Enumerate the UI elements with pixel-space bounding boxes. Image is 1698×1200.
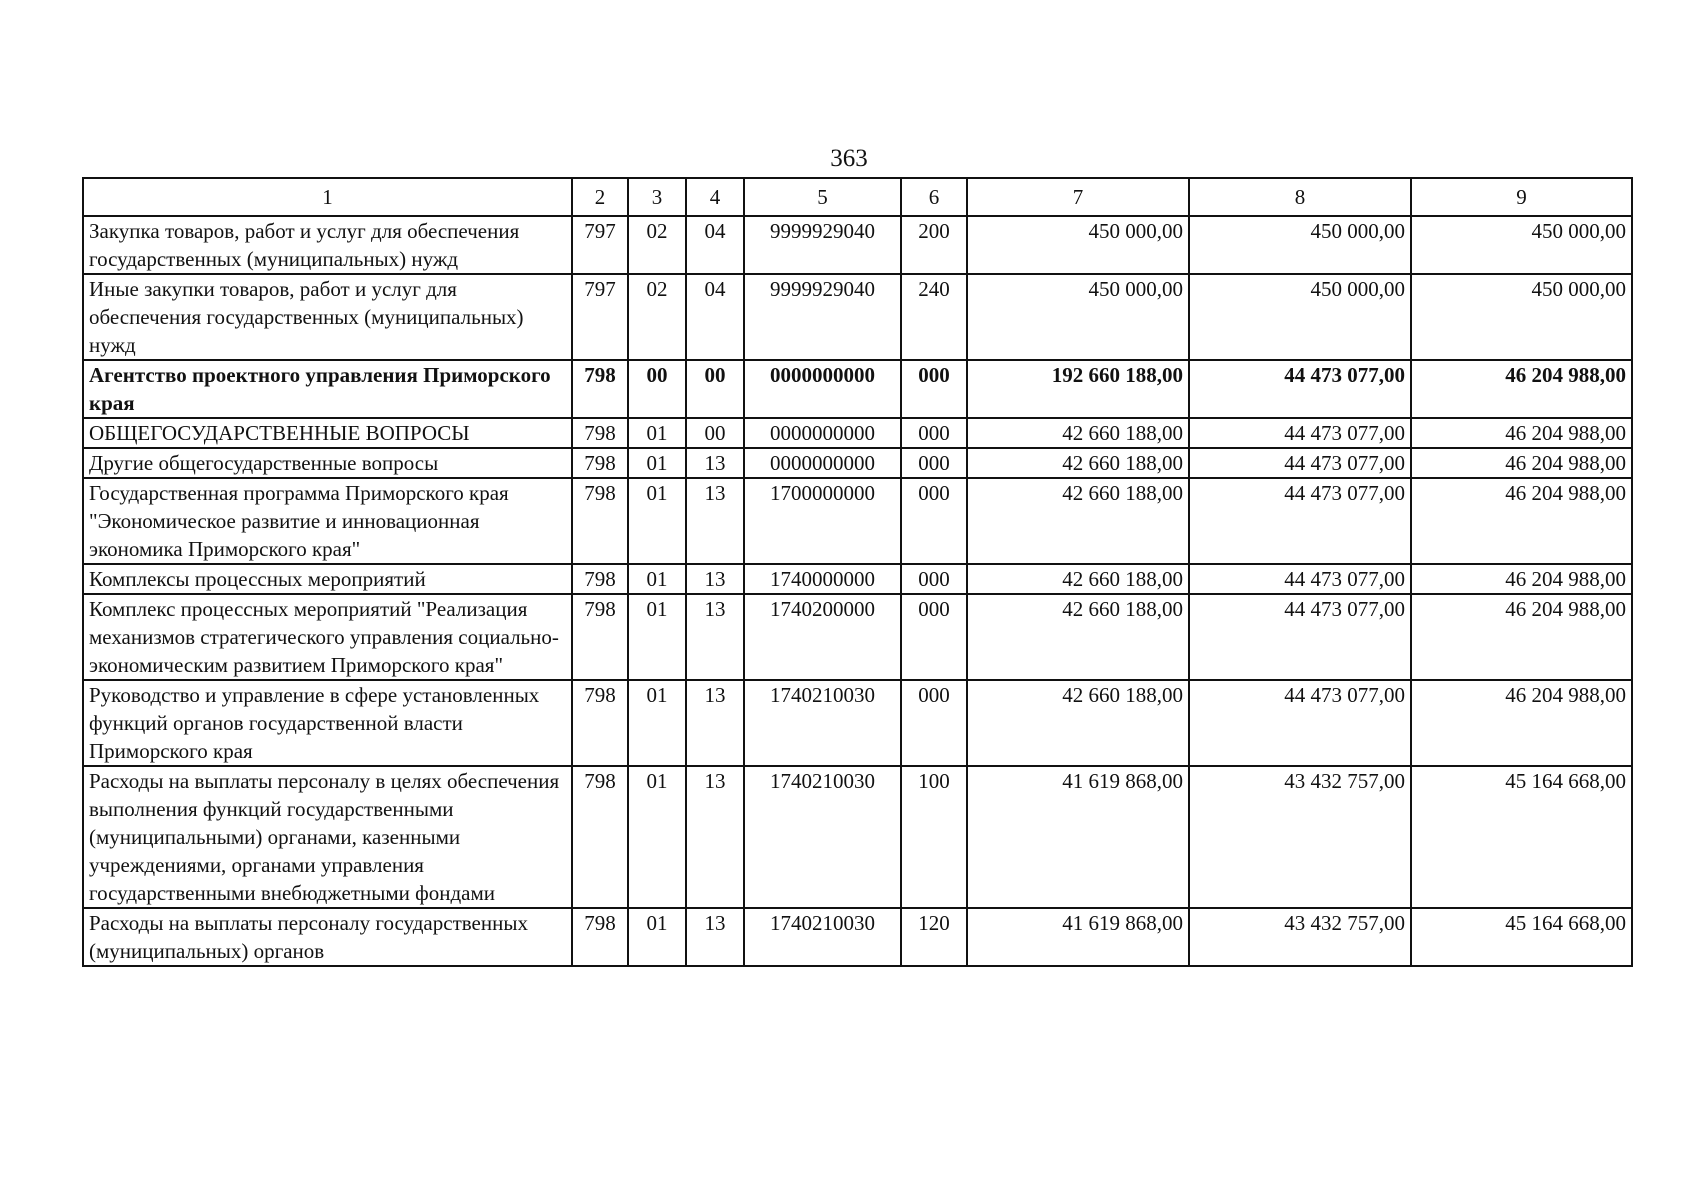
amount-cell: 450 000,00 [1189,274,1411,360]
row-name-cell: Расходы на выплаты персоналу государственных (муниципальных) органов [83,908,572,966]
subsection-cell: 00 [686,418,744,448]
chapter-cell: 798 [572,594,628,680]
column-number-row [83,178,1632,216]
row-name-cell: Иные закупки товаров, работ и услуг для обеспечения государственных (муниципальных) нужд [83,274,572,360]
expense-type-cell: 240 [901,274,967,360]
target-article-cell: 9999929040 [744,274,901,360]
expense-type-cell: 000 [901,418,967,448]
subsection-cell: 13 [686,908,744,966]
table-row [83,274,1632,360]
subsection-cell: 13 [686,478,744,564]
section-cell: 01 [628,908,686,966]
column-header: 9 [1411,178,1632,216]
table-row [83,360,1632,418]
target-article-cell: 0000000000 [744,418,901,448]
amount-cell: 46 204 988,00 [1411,680,1632,766]
amount-cell: 46 204 988,00 [1411,478,1632,564]
row-name-cell: Другие общегосударственные вопросы [83,448,572,478]
section-cell: 01 [628,564,686,594]
expense-type-cell: 000 [901,478,967,564]
amount-cell: 46 204 988,00 [1411,360,1632,418]
target-article-cell: 1700000000 [744,478,901,564]
chapter-cell: 798 [572,908,628,966]
expense-type-cell: 000 [901,594,967,680]
chapter-cell: 798 [572,680,628,766]
table-row [83,216,1632,274]
row-name-cell: Агентство проектного управления Приморского края [83,360,572,418]
column-header: 1 [83,178,572,216]
amount-cell: 43 432 757,00 [1189,908,1411,966]
expense-type-cell: 000 [901,680,967,766]
chapter-cell: 798 [572,360,628,418]
chapter-cell: 798 [572,564,628,594]
amount-cell: 44 473 077,00 [1189,680,1411,766]
row-name-cell: Комплекс процессных мероприятий "Реализация механизмов стратегического управления социально-экономическим развитием Приморского края" [83,594,572,680]
amount-cell: 45 164 668,00 [1411,766,1632,908]
table-row [83,448,1632,478]
amount-cell: 42 660 188,00 [967,594,1189,680]
subsection-cell: 13 [686,594,744,680]
target-article-cell: 0000000000 [744,360,901,418]
target-article-cell: 1740000000 [744,564,901,594]
amount-cell: 44 473 077,00 [1189,448,1411,478]
row-name-cell: Руководство и управление в сфере установленных функций органов государственной власти Приморского края [83,680,572,766]
amount-cell: 450 000,00 [967,274,1189,360]
chapter-cell: 798 [572,478,628,564]
table-row [83,478,1632,564]
expense-type-cell: 000 [901,448,967,478]
chapter-cell: 798 [572,766,628,908]
amount-cell: 44 473 077,00 [1189,564,1411,594]
section-cell: 01 [628,448,686,478]
amount-cell: 46 204 988,00 [1411,564,1632,594]
expense-type-cell: 000 [901,564,967,594]
target-article-cell: 1740210030 [744,908,901,966]
column-header: 5 [744,178,901,216]
amount-cell: 44 473 077,00 [1189,360,1411,418]
section-cell: 02 [628,274,686,360]
chapter-cell: 797 [572,216,628,274]
amount-cell: 46 204 988,00 [1411,594,1632,680]
amount-cell: 42 660 188,00 [967,418,1189,448]
section-cell: 02 [628,216,686,274]
amount-cell: 46 204 988,00 [1411,418,1632,448]
section-cell: 01 [628,766,686,908]
subsection-cell: 00 [686,360,744,418]
table-row [83,564,1632,594]
section-cell: 01 [628,680,686,766]
subsection-cell: 13 [686,680,744,766]
expense-type-cell: 120 [901,908,967,966]
row-name-cell: ОБЩЕГОСУДАРСТВЕННЫЕ ВОПРОСЫ [83,418,572,448]
table-row [83,594,1632,680]
chapter-cell: 798 [572,448,628,478]
row-name-cell: Расходы на выплаты персоналу в целях обеспечения выполнения функций государственными (муниципальными) органами, казенными учреждениями, органами управления государственными внебюджетными фондами [83,766,572,908]
amount-cell: 42 660 188,00 [967,680,1189,766]
expense-type-cell: 000 [901,360,967,418]
amount-cell: 450 000,00 [1411,216,1632,274]
subsection-cell: 13 [686,766,744,908]
amount-cell: 450 000,00 [1411,274,1632,360]
subsection-cell: 13 [686,564,744,594]
column-header: 7 [967,178,1189,216]
table-row [83,766,1632,908]
row-name-cell: Государственная программа Приморского края "Экономическое развитие и инновационная экономика Приморского края" [83,478,572,564]
expense-type-cell: 100 [901,766,967,908]
section-cell: 01 [628,418,686,448]
amount-cell: 46 204 988,00 [1411,448,1632,478]
column-header: 2 [572,178,628,216]
row-name-cell: Закупка товаров, работ и услуг для обеспечения государственных (муниципальных) нужд [83,216,572,274]
amount-cell: 41 619 868,00 [967,908,1189,966]
column-header: 4 [686,178,744,216]
target-article-cell: 1740210030 [744,680,901,766]
amount-cell: 44 473 077,00 [1189,594,1411,680]
amount-cell: 450 000,00 [967,216,1189,274]
amount-cell: 41 619 868,00 [967,766,1189,908]
chapter-cell: 798 [572,418,628,448]
section-cell: 01 [628,594,686,680]
table-row [83,418,1632,448]
section-cell: 00 [628,360,686,418]
section-cell: 01 [628,478,686,564]
amount-cell: 42 660 188,00 [967,478,1189,564]
target-article-cell: 9999929040 [744,216,901,274]
amount-cell: 42 660 188,00 [967,448,1189,478]
column-header: 6 [901,178,967,216]
budget-table [82,177,1633,967]
amount-cell: 192 660 188,00 [967,360,1189,418]
table-row [83,680,1632,766]
subsection-cell: 04 [686,216,744,274]
page-number: 363 [830,145,868,172]
chapter-cell: 797 [572,274,628,360]
amount-cell: 43 432 757,00 [1189,766,1411,908]
target-article-cell: 1740210030 [744,766,901,908]
amount-cell: 44 473 077,00 [1189,478,1411,564]
amount-cell: 44 473 077,00 [1189,418,1411,448]
amount-cell: 42 660 188,00 [967,564,1189,594]
amount-cell: 45 164 668,00 [1411,908,1632,966]
subsection-cell: 04 [686,274,744,360]
target-article-cell: 1740200000 [744,594,901,680]
column-header: 3 [628,178,686,216]
target-article-cell: 0000000000 [744,448,901,478]
expense-type-cell: 200 [901,216,967,274]
column-header: 8 [1189,178,1411,216]
subsection-cell: 13 [686,448,744,478]
amount-cell: 450 000,00 [1189,216,1411,274]
table-row [83,908,1632,966]
row-name-cell: Комплексы процессных мероприятий [83,564,572,594]
